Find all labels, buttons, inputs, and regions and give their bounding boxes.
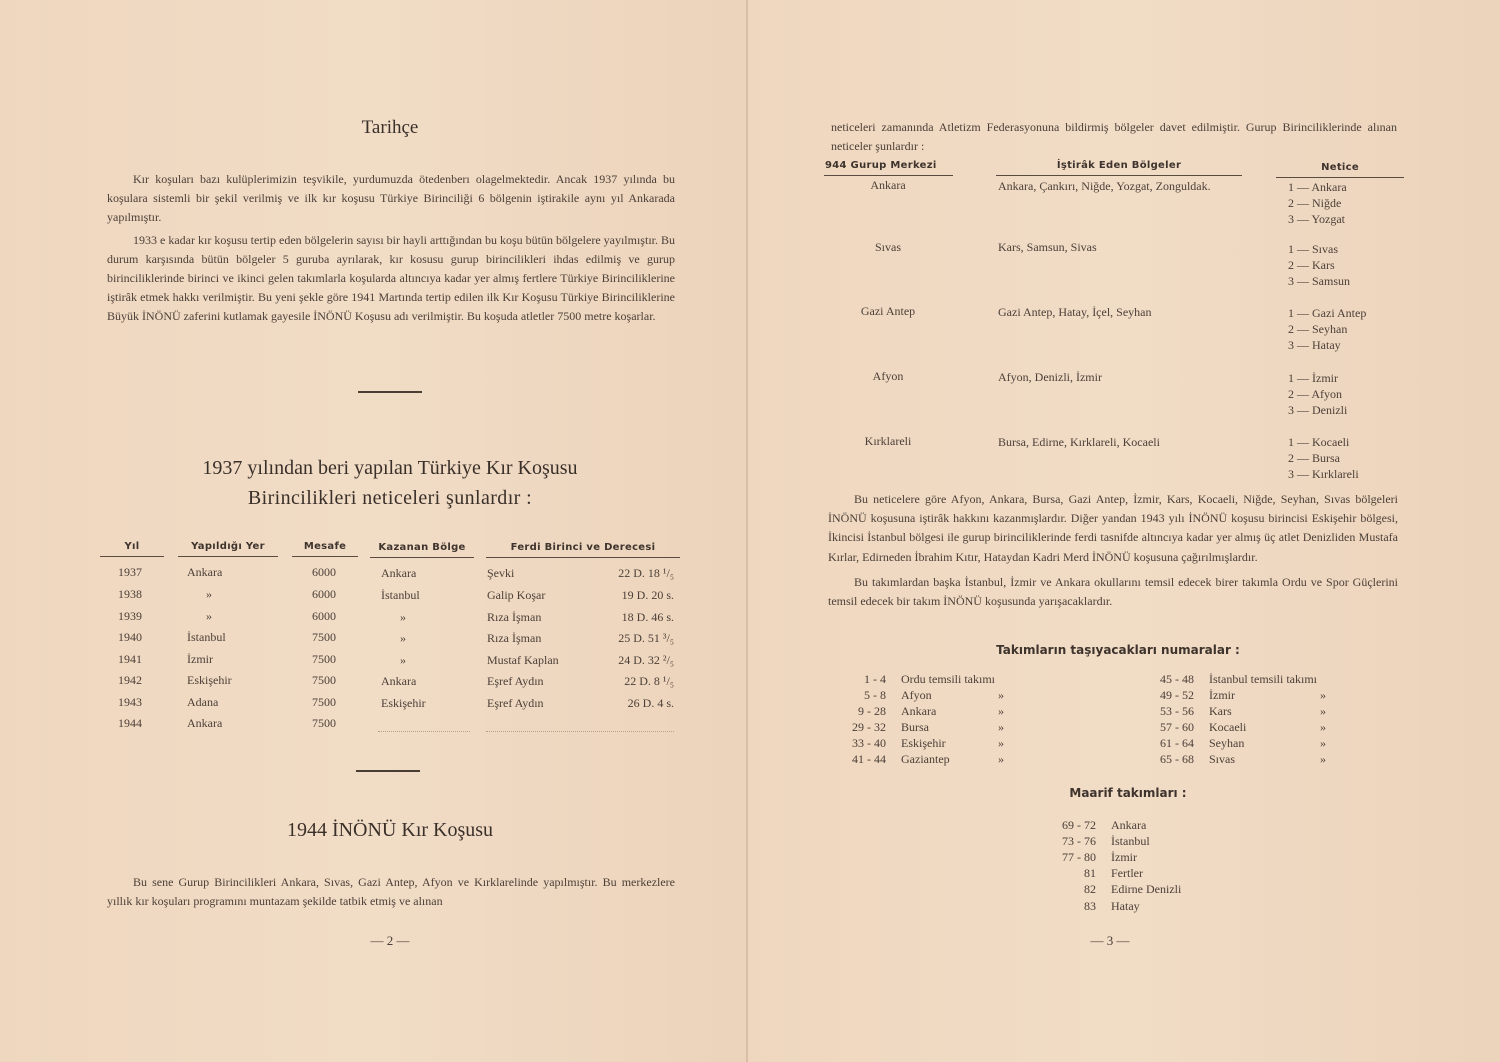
col-header-bolge: Kazanan Bölge — [378, 542, 466, 553]
ditto-mark: » — [998, 704, 1004, 718]
bib-range: 57 - 60 — [1160, 720, 1194, 734]
history-title: Tarihçe — [361, 117, 419, 138]
bib-team: İstanbul temsili takımı — [1209, 672, 1317, 686]
row-derece: 24 D. 32 ²/₅ — [618, 653, 674, 667]
group-netice-item: 3 — Denizli — [1288, 403, 1348, 417]
row-yer: Adana — [187, 695, 219, 709]
page-2 — [0, 0, 748, 1062]
row-yer: » — [206, 587, 212, 601]
row-bolge: Ankara — [381, 566, 417, 580]
bib-range: 77 - 80 — [1062, 850, 1096, 864]
ditto-mark: » — [998, 688, 1004, 702]
results-title-line2: Birincilikleri neticeleri şunlardır : — [247, 487, 533, 509]
bib-team: Fertler — [1111, 866, 1143, 880]
bib-range: 82 — [1084, 882, 1096, 896]
row-derece: 25 D. 51 ³/₅ — [618, 631, 674, 645]
row-derece: 22 D. 8 ¹/₅ — [624, 674, 674, 688]
group-bolgeler: Afyon, Denizli, İzmir — [998, 370, 1102, 384]
inonu-paragraph: Bu sene Gurup Birincilikleri Ankara, Sıvas, Gazi Antep, Afyon ve Kırklarelinde yapılmıştır. Bu merkezlere yıllık kır koşuları programını muntazam şekilde tatbik etmiş ve alınan — [107, 875, 675, 909]
row-bolge: İstanbul — [381, 588, 420, 602]
group-merkez: Ankara — [870, 178, 906, 192]
ditto-mark: » — [998, 720, 1004, 734]
col-underline — [370, 557, 474, 558]
intro-paragraph: neticeleri zamanında Atletizm Federasyonuna bildirmiş bölgeler davet edilmiştir. Gurup Birinciliklerinde alınan neticeler şunlardır : — [831, 120, 1397, 154]
row-yil: 1943 — [118, 695, 142, 709]
bib-range: 61 - 64 — [1160, 736, 1194, 750]
numbers-title: Takımların taşıyacakları numaralar : — [996, 643, 1240, 657]
row-yil: 1938 — [118, 587, 142, 601]
bib-range: 9 - 28 — [858, 704, 886, 718]
col-underline — [100, 556, 164, 557]
col-underline — [486, 557, 680, 558]
group-netice-item: 2 — Kars — [1288, 258, 1335, 272]
bib-team: Kocaeli — [1209, 720, 1247, 734]
group-netice-item: 3 — Hatay — [1288, 338, 1341, 352]
bib-team: Edirne Denizli — [1111, 882, 1182, 896]
bib-range: 45 - 48 — [1160, 672, 1194, 686]
col-underline — [996, 175, 1242, 176]
group-netice-item: 3 — Samsun — [1288, 274, 1351, 288]
bib-team: İzmir — [1111, 850, 1137, 864]
row-ferdi: Galip Koşar — [487, 588, 546, 602]
row-bolge: » — [400, 610, 406, 624]
right-body — [828, 490, 1398, 611]
section-divider — [358, 391, 422, 393]
bib-team: Kars — [1209, 704, 1232, 718]
row-ferdi: Şevki — [487, 566, 515, 580]
col-underline — [178, 556, 278, 557]
bib-range: 49 - 52 — [1160, 688, 1194, 702]
bib-team: Ankara — [1111, 818, 1147, 832]
group-netice-item: 2 — Bursa — [1288, 451, 1340, 465]
ditto-mark: » — [998, 752, 1004, 766]
bib-team: Ordu temsili takımı — [901, 672, 995, 686]
row-yil: 1937 — [118, 565, 142, 579]
bib-range: 53 - 56 — [1160, 704, 1194, 718]
page-3 — [748, 0, 1500, 1062]
bib-team: Afyon — [901, 688, 932, 702]
bib-team: Eskişehir — [901, 736, 946, 750]
col-header-netice: Netice — [1321, 162, 1359, 173]
row-bolge: » — [400, 653, 406, 667]
row-yer: Eskişehir — [187, 673, 232, 687]
bib-range: 41 - 44 — [852, 752, 886, 766]
row-mesafe: 6000 — [312, 565, 336, 579]
row-yil: 1940 — [118, 630, 142, 644]
col-underline — [292, 556, 358, 557]
group-netice-item: 1 — Gazi Antep — [1288, 306, 1367, 320]
bib-team: İstanbul — [1111, 834, 1150, 848]
group-netice-item: 1 — İzmir — [1288, 371, 1338, 385]
row-bolge: Eskişehir — [381, 696, 426, 710]
row-mesafe: 7500 — [312, 630, 336, 644]
row-derece: 26 D. 4 s. — [627, 696, 674, 710]
row-ferdi: Mustaf Kaplan — [487, 653, 559, 667]
ditto-mark: » — [1320, 688, 1326, 702]
group-netice-item: 1 — Ankara — [1288, 180, 1347, 194]
row-ferdi: Rıza İşman — [487, 631, 542, 645]
row-yil: 1939 — [118, 609, 142, 623]
ditto-mark: » — [1320, 704, 1326, 718]
row-derece: 18 D. 46 s. — [621, 610, 674, 624]
bib-range: 29 - 32 — [852, 720, 886, 734]
row-bolge: » — [400, 631, 406, 645]
page-number-3: — 3 — — [1090, 933, 1130, 948]
group-netice-item: 2 — Niğde — [1288, 196, 1342, 210]
row-yil: 1942 — [118, 673, 142, 687]
group-netice-item: 2 — Seyhan — [1288, 322, 1348, 336]
bib-range: 83 — [1084, 899, 1096, 913]
empty-cell-dots — [486, 731, 674, 732]
group-netice-item: 3 — Yozgat — [1288, 212, 1346, 226]
col-underline — [824, 175, 953, 176]
row-ferdi: Eşref Aydın — [487, 674, 544, 688]
ditto-mark: » — [1320, 720, 1326, 734]
group-netice-item: 1 — Sıvas — [1288, 242, 1339, 256]
col-header-bolgeler: İştirâk Eden Bölgeler — [1056, 160, 1182, 171]
row-mesafe: 7500 — [312, 673, 336, 687]
qualifiers-paragraph: Bu neticelere göre Afyon, Ankara, Bursa, Gazi Antep, İzmir, Kars, Kocaeli, Niğde, Seyhan, Sıvas bölgeleri İNÖNÜ koşusuna iştirâk hakkını kazanmışlardır. Diğer yandan 1943 yılı İNÖNÜ koşusu birincisi Eskişehir bölgesi, İkincisi İstanbul bölgesi ile gurup birinciliklerinde ferdi tasnifde altıncıya kadar yer almış üç atlet Denizliden Mustafa Kırlar, Edirneden İbrahim Kıtır, Hataydan Kadri Merd İNÖNÜ koşusuna çağırılmışlardır. — [828, 492, 1398, 564]
bib-range: 73 - 76 — [1062, 834, 1096, 848]
row-yer: İzmir — [187, 652, 213, 666]
row-yer: Ankara — [187, 565, 223, 579]
row-yil: 1944 — [118, 716, 142, 730]
bib-team: Gaziantep — [901, 752, 950, 766]
bib-team: Ankara — [901, 704, 937, 718]
ditto-mark: » — [1320, 736, 1326, 750]
history-text — [107, 170, 675, 327]
group-netice-item: 1 — Kocaeli — [1288, 435, 1350, 449]
group-bolgeler: Gazi Antep, Hatay, İçel, Seyhan — [998, 305, 1152, 319]
bib-team: İzmir — [1209, 688, 1235, 702]
row-mesafe: 6000 — [312, 609, 336, 623]
empty-cell-dots — [378, 731, 470, 732]
row-ferdi: Eşref Aydın — [487, 696, 544, 710]
bib-team: Sıvas — [1209, 752, 1236, 766]
col-underline — [1276, 177, 1404, 178]
bib-team: Bursa — [901, 720, 929, 734]
row-yil: 1941 — [118, 652, 142, 666]
col-header-merkez: 944 Gurup Merkezi — [825, 160, 937, 171]
row-ferdi: Rıza İşman — [487, 610, 542, 624]
inonu-title: 1944 İNÖNÜ Kır Koşusu — [286, 819, 494, 841]
right-intro — [831, 118, 1397, 156]
page-number-2: — 2 — — [370, 933, 410, 948]
row-mesafe: 7500 — [312, 716, 336, 730]
section-divider — [356, 770, 420, 772]
history-paragraph-1: Kır koşuları bazı kulüplerimizin teşvikile, yurdumuzda ötedenberı olagelmektedir. Ancak 1937 yılında bu koşulara sistemli bir şekil verilmiş ve ilk kır koşusu Türkiye Birinciliği 6 bölgenin iştirakile aynı yıl Ankarada yapılmıştır. — [107, 172, 675, 225]
group-merkez: Afyon — [872, 369, 904, 383]
row-derece: 22 D. 18 ¹/₅ — [618, 566, 674, 580]
group-netice-item: 3 — Kırklareli — [1288, 467, 1359, 481]
row-derece: 19 D. 20 s. — [621, 588, 674, 602]
col-header-mesafe: Mesafe — [303, 541, 347, 552]
group-netice-item: 2 — Afyon — [1288, 387, 1342, 401]
bib-range: 65 - 68 — [1160, 752, 1194, 766]
row-mesafe: 6000 — [312, 587, 336, 601]
row-bolge: Ankara — [381, 674, 417, 688]
row-yer: Ankara — [187, 716, 223, 730]
maarif-title: Maarif takımları : — [1069, 786, 1187, 800]
history-paragraph-2: 1933 e kadar kır koşusu tertip eden bölgelerin sayısı bir hayli arttığından bu koşu bütün bölgelere yayılmıştır. Bu durum karşısında bütün bölgeler 5 guruba ayrılarak, kır kosusu gurup birincilikleri ihdas edilmiş ve gurup birinciliklerinde birinci ve ikinci gelen takımlarla koşularda altıncıya kadar yer almış fertlere Türkiye Birinciliklerine iştirâk etmek hakkı verilmiştir. Bu yeni şekle göre 1941 Martında tertip edilen ilk Kır Koşusu Türkiye Birinciliklerine Büyük İNÖNÜ zaferini kutlamak gayesile İNÖNÜ Koşusu adı verilmiştir. Bu koşuda atletler 7500 metre koşarlar. — [107, 232, 675, 324]
row-mesafe: 7500 — [312, 695, 336, 709]
col-header-yer: Yapıldığı Yer — [191, 541, 265, 552]
ditto-mark: » — [1320, 752, 1326, 766]
ditto-mark: » — [998, 736, 1004, 750]
row-yer: İstanbul — [187, 630, 226, 644]
group-bolgeler: Bursa, Edirne, Kırklareli, Kocaeli — [998, 435, 1160, 449]
row-yer: » — [206, 609, 212, 623]
bib-team: Hatay — [1111, 899, 1140, 913]
inonu-text — [107, 873, 675, 911]
col-header-ferdi: Ferdi Birinci ve Derecesi — [510, 542, 656, 553]
bib-range: 5 - 8 — [864, 688, 886, 702]
group-bolgeler: Ankara, Çankırı, Niğde, Yozgat, Zonguldak. — [998, 179, 1211, 193]
bib-range: 33 - 40 — [852, 736, 886, 750]
bib-range: 81 — [1084, 866, 1096, 880]
schools-paragraph: Bu takımlardan başka İstanbul, İzmir ve Ankara okullarını temsil edecek birer takımla Ordu ve Spor Güçlerini temsil edecek bir takım İNÖNÜ koşusunda yarışacaklardır. — [828, 574, 1398, 609]
row-mesafe: 7500 — [312, 652, 336, 666]
bib-team: Seyhan — [1209, 736, 1245, 750]
group-merkez: Sıvas — [874, 240, 901, 254]
group-bolgeler: Kars, Samsun, Sivas — [998, 240, 1097, 254]
bib-range: 69 - 72 — [1062, 818, 1096, 832]
results-title-line1: 1937 yılından beri yapılan Türkiye Kır Koşusu — [202, 457, 578, 479]
bib-range: 1 - 4 — [864, 672, 886, 686]
group-merkez: Kırklareli — [864, 434, 912, 448]
col-header-yil: Yıl — [124, 541, 140, 552]
group-merkez: Gazi Antep — [860, 304, 916, 318]
